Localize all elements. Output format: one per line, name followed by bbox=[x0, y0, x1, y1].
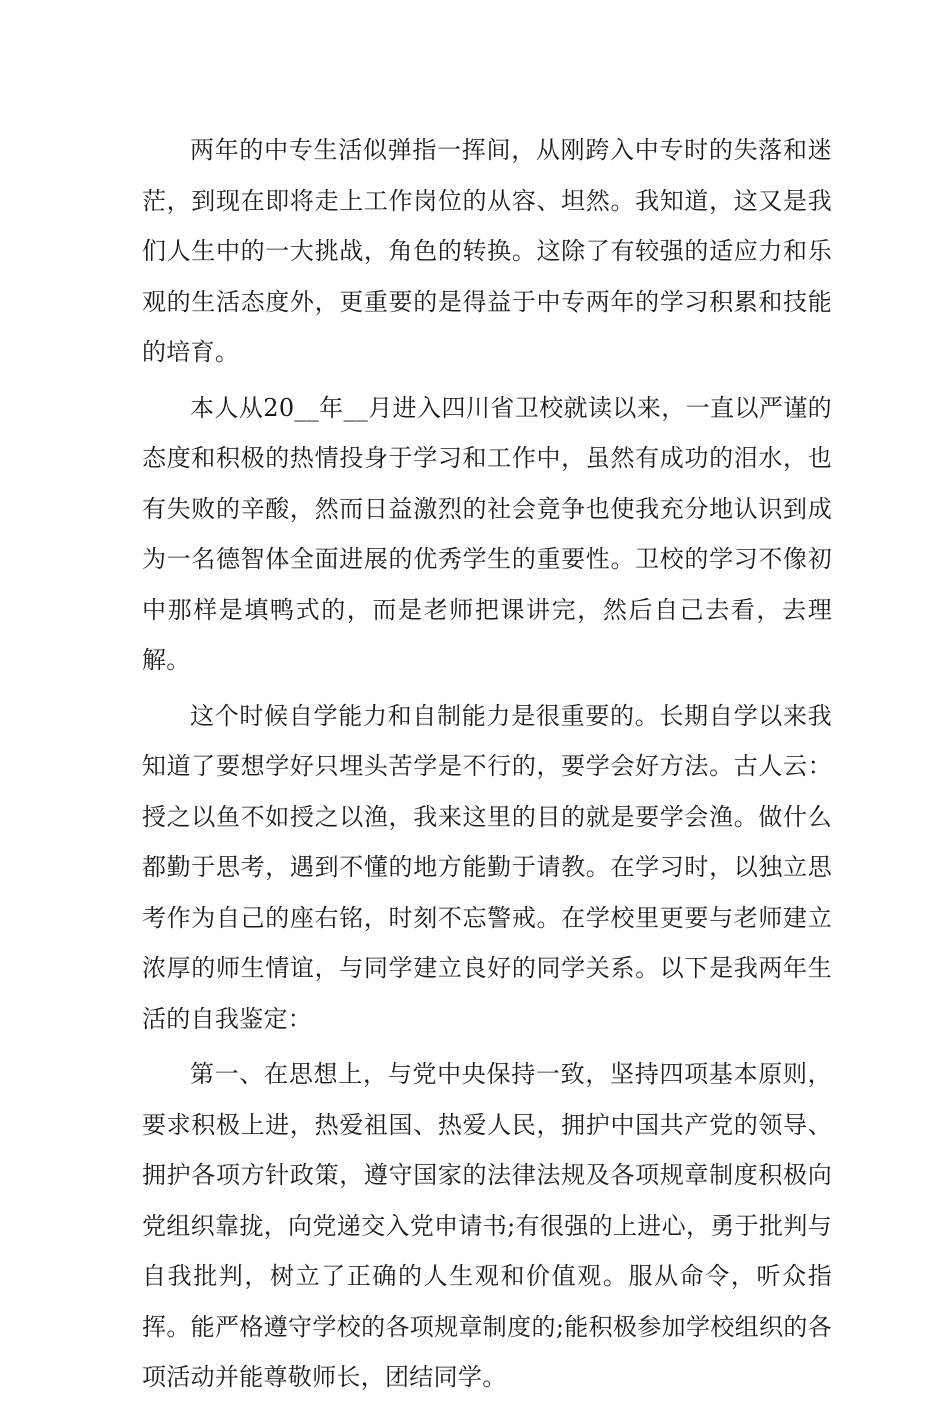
document-body bbox=[142, 125, 832, 1408]
paragraph-1: 两年的中专生活似弹指一挥间，从刚跨入中专时的失落和迷茫，到现在即将走上工作岗位的从容、坦然。我知道，这又是我们人生中的一大挑战，角色的转换。这除了有较强的适应力和乐观的生活态度外，更重要的是得益于中专两年的学习积累和技能的培育。 bbox=[142, 136, 832, 366]
paragraph-3: 这个时候自学能力和自制能力是很重要的。长期自学以来我知道了要想学好只埋头苦学是不行的，要学会好方法。古人云：授之以鱼不如授之以渔，我来这里的目的就是要学会渔。做什么都勤于思考，遇到不懂的地方能勤于请教。在学习时，以独立思考作为自己的座右铭，时刻不忘警戒。在学校里更要与老师建立浓厚的师生情谊，与同学建立良好的同学关系。以下是我两年生活的自我鉴定： bbox=[142, 701, 832, 1033]
paragraph-4: 第一、在思想上，与党中央保持一致，坚持四项基本原则，要求积极上进，热爱祖国、热爱人民，拥护中国共产党的领导、拥护各项方针政策，遵守国家的法律法规及各项规章制度积极向党组织靠拢，向党递交入党申请书;有很强的上进心，勇于批判与自我批判，树立了正确的人生观和价值观。服从命令，听众指挥。能严格遵守学校的各项规章制度的;能积极参加学校组织的各项活动并能尊敬师长，团结同学。 bbox=[142, 1060, 832, 1391]
paragraph-2: 本人从20__年__月进入四川省卫校就读以来，一直以严谨的态度和积极的热情投身于学习和工作中，虽然有成功的泪水，也有失败的辛酸，然而日益激烈的社会竟争也使我充分地认识到成为一名德智体全面进展的优秀学生的重要性。卫校的学习不像初中那样是填鸭式的，而是老师把课讲完，然后自己去看，去理解。 bbox=[142, 393, 832, 674]
